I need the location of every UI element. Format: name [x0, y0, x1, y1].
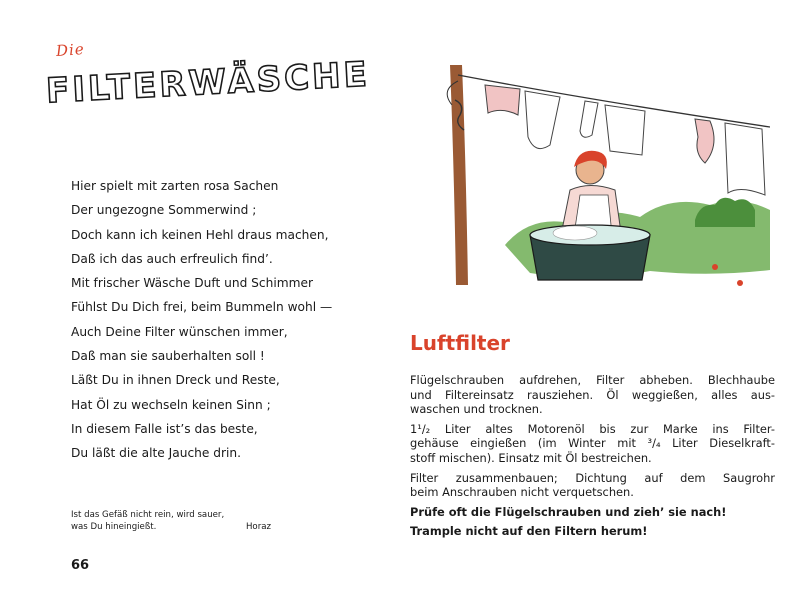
epigraph: [71, 509, 271, 533]
poem-line: Auch Deine Filter wünschen immer,: [71, 324, 288, 339]
flower-shape: [712, 264, 718, 270]
instruction-paragraph: [410, 471, 775, 500]
instruction-line: Flügelschrauben aufdrehen, Filter abheben. Blechhaube: [410, 373, 775, 387]
laundry-illustration: [410, 45, 770, 295]
poem-line: Doch kann ich keinen Hehl draus machen,: [71, 227, 329, 242]
bush-shape: [695, 198, 755, 227]
epigraph-text: was Du hineingießt.: [71, 522, 157, 532]
poem-line: Der ungezogne Sommerwind ;: [71, 203, 257, 218]
epigraph-author: Horaz: [245, 522, 271, 532]
epigraph-text: Ist das Gefäß nicht rein, wird sauer,: [71, 510, 225, 520]
instruction-paragraph: [410, 422, 775, 466]
instruction-line: 1¹/₂ Liter altes Motorenöl bis zur Marke ins Filter-: [410, 421, 775, 436]
instruction-line: und Filtereinsatz rausziehen. Öl weggießen, alles aus-: [410, 387, 775, 402]
flower-shape: [737, 280, 743, 286]
poem-line: Hat Öl zu wechseln keinen Sinn ;: [71, 397, 271, 412]
instruction-paragraph: [410, 505, 775, 520]
instruction-line: Prüfe oft die Flügelschrauben und zieh’ sie nach!: [410, 504, 727, 519]
epigraph-line: [71, 509, 271, 521]
pole-shape: [450, 65, 468, 285]
instruction-line: beim Anschrauben nicht verquetschen.: [410, 485, 634, 500]
epigraph-line: [71, 521, 271, 533]
poem-line: Fühlst Du Dich frei, beim Bummeln wohl —: [71, 300, 333, 315]
page-number: 66: [71, 558, 90, 573]
poem-line: Daß man sie sauberhalten soll !: [71, 349, 265, 364]
garment-shirt: [605, 105, 645, 155]
garment-sock: [580, 101, 598, 137]
instructions: [410, 373, 775, 544]
poem-line: In diesem Falle ist’s das beste,: [71, 421, 258, 436]
poem-line: Daß ich das auch erfreulich find’.: [71, 251, 273, 266]
instruction-paragraph: [410, 524, 775, 539]
garment-pink-2: [695, 119, 714, 163]
page-title: FILTERWÄSCHE: [45, 54, 371, 112]
instruction-line: Trample nicht auf den Filtern herum!: [410, 524, 648, 539]
poem-line: Läßt Du in ihnen Dreck und Reste,: [71, 373, 280, 388]
garment-pink: [485, 85, 520, 115]
poem-line: Mit frischer Wäsche Duft und Schimmer: [71, 276, 313, 291]
poem-line: Du läßt die alte Jauche drin.: [71, 446, 241, 461]
poem: [71, 174, 371, 466]
section-heading: Luftfilter: [410, 331, 510, 355]
instruction-paragraph: [410, 373, 775, 417]
title-prefix: Die: [55, 40, 86, 60]
instruction-line: waschen und trocknen.: [410, 402, 543, 417]
garment-white: [525, 91, 560, 149]
instruction-line: gehäuse eingießen (im Winter mit ³/₄ Liter Dieselkraft-: [410, 436, 775, 451]
poem-line: Hier spielt mit zarten rosa Sachen: [71, 179, 279, 193]
laundry-drawing: [410, 45, 770, 295]
instruction-line: stoff mischen). Einsatz mit Öl bestreichen.: [410, 450, 652, 465]
instruction-line: Filter zusammenbauen; Dichtung auf dem Saugrohr: [410, 470, 775, 485]
garment-towel: [725, 123, 765, 195]
suds: [553, 226, 597, 240]
